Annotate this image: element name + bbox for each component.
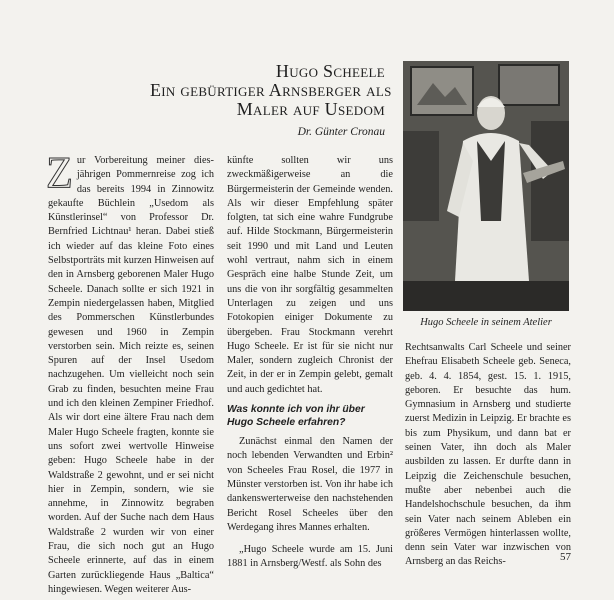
column-2-paragraph-1: künfte sollten wir uns zweckmäßigerweise an die Bürgermeisterin der Gemeinde wenden. Als wir dieser Empfehlung später folgten, tat sich eine wahre Fundgrube auf. Hilde Stockmann, Bürgermeisterin seit 1990 und mit Land und Leuten wohl vertraut, nahm sich in einem Gespräch eine halbe Stunde Zeit, um uns die von ihr sorgfältig gesammelten Unterlagen zu zeigen und uns Fotokopien einiger Dokumente zu übergeben. Frau Stockmann verehrt Hugo Scheele. Er ist für sie nicht nur Maler, sondern zugleich Chronist der Zeit, in der er in Zempin gelebt, gemalt und auch gedichtet hat. [227, 155, 393, 395]
title-line-2: Ein gebürtiger Arnsberger als [150, 80, 392, 100]
column-2-paragraph-3: „Hugo Scheele wurde am 15. Juni 1881 in Arnsberg/Westf. als Sohn des [227, 544, 393, 570]
column-1-text: ur Vorbereitung meiner dies-jährigen Pommernreise zog ich das bereits 1994 in Zinnowitz gekaufte Büchlein „Usedom als Künstlerinsel“ von Professor Dr. Bernfried Lichtnau¹ heran. Dabei stieß ich wieder auf das kleine Foto eines Selbstporträts mit kurzen Hinweisen auf den in Arnsberg geborenen Maler Hugo Scheele. Danach sollte er sich 1921 in Zempin niedergelassen haben, Mitglied des Pommerschen Künstlerbundes gewesen und 1960 in Zempin verstorben sein. Mich reizte es, seinen Spuren auf der Insel Usedom nachzugehen. Um vielleicht noch sein Grab zu finden, besuchten meine Frau und ich den kleinen Zempiner Friedhof. Als wir dort eine ältere Frau nach dem Maler Hugo Scheele fragten, konnte sie uns sofort zwei wertvolle Hinweise geben: Hugo Scheele habe in der Waldstraße 2 gewohnt, und er sei nicht hier in Zempin, sondern, wie sie annehme, in Zinnowitz begraben worden. Auf der Suche nach dem Haus Waldstraße 2 wurden wir von einer Frau, die sich noch gut an Hugo Scheele erinnerte, auf das in einem Garten zurückliegende Haus „Baltica“ hingewiesen. Wegen weiterer Aus- [48, 155, 214, 595]
photo-caption: Hugo Scheele in seinem Atelier [420, 317, 552, 328]
article-title [150, 61, 392, 119]
column-3-text: Rechtsanwalts Carl Scheele und seiner Ehefrau Elisabeth Scheele geb. Seneca, geb. 4. 4. 1854, gest. 15. 1. 1915, geboren. Er besuchte das hum. Gymnasium in Arnsberg und studierte zuerst Medizin in Leipzig. Er brachte es bis zum Physikum, und dann bat er seinen Vater, ihn doch als Maler ausbilden zu lassen. Er durfte dann in Leipzig die Zeichenschule besuchen, mußte aber nebenbei auch die Handelshochschule besuchen, da ihm sein Vater nach seinem Ableben ein größeres Vermögen hinterlassen wollte, denn sein Vater war inzwischen von Arnsberg an das Reichs- [405, 342, 571, 568]
section-subheading: Was konnte ich von ihr über Hugo Scheele erfahren? [227, 404, 365, 429]
column-2-paragraph-2: Zunächst einmal den Namen der noch lebenden Verwandten und Erbin² von Scheeles Frau Rosel, die 1977 in Münster verstorben ist. Von ihr habe ich dankenswerterweise den nachstehenden Bericht Rosel Scheeles über den Werdegang ihres Mannes erhalten. [227, 436, 393, 533]
author-byline: Dr. Günter Cronau [297, 126, 385, 138]
title-line-1: Hugo Scheele [275, 61, 385, 81]
page-number: 57 [560, 551, 571, 563]
painter-figure-illustration [403, 61, 569, 311]
drop-cap: Z [46, 148, 73, 197]
text-column-1 [46, 148, 214, 597]
text-column-3 [405, 341, 571, 570]
title-line-3: Maler auf Usedom [236, 99, 385, 119]
atelier-photo [403, 61, 569, 311]
text-column-2 [227, 154, 393, 572]
